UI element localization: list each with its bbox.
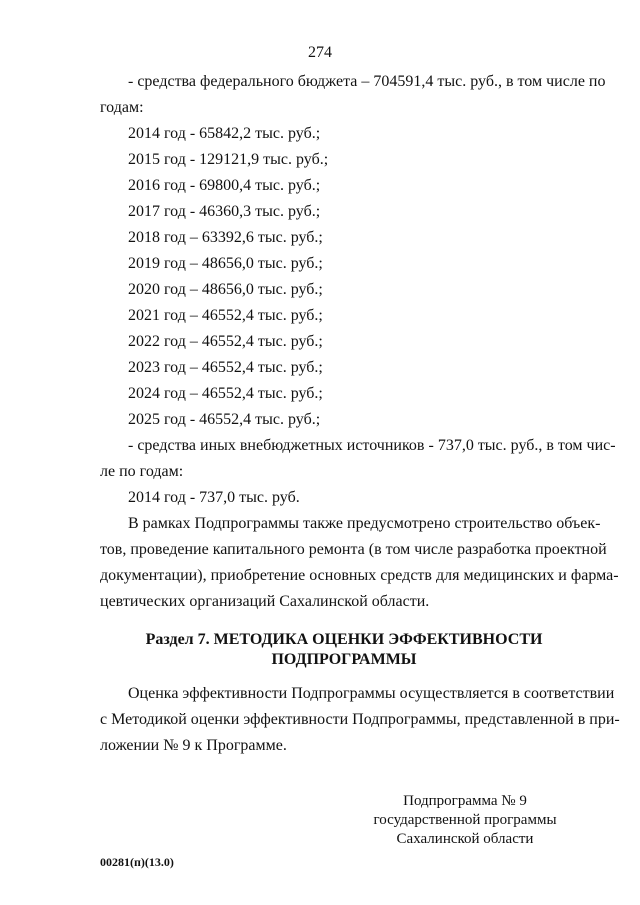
- construction-line-2: тов, проведение капитального ремонта (в том числе разработка проектной: [100, 541, 607, 558]
- federal-budget-line-1: - средства федерального бюджета – 704591,4 тыс. руб., в том числе по: [128, 73, 606, 90]
- construction-line-1: В рамках Подпрограммы также предусмотрено строительство объек-: [128, 515, 601, 532]
- other-year-2014: 2014 год - 737,0 тыс. руб.: [128, 489, 300, 506]
- page-number: 274: [308, 44, 332, 61]
- federal-year-2017: 2017 год - 46360,3 тыс. руб.;: [128, 203, 321, 220]
- document-code: 00281(п)(13.0): [100, 855, 174, 869]
- federal-year-2016: 2016 год - 69800,4 тыс. руб.;: [128, 177, 321, 194]
- federal-year-2015: 2015 год - 129121,9 тыс. руб.;: [128, 151, 329, 168]
- section-heading-line-1: Раздел 7. МЕТОДИКА ОЦЕНКИ ЭФФЕКТИВНОСТИ: [145, 631, 543, 648]
- other-sources-line-1: - средства иных внебюджетных источников - 737,0 тыс. руб., в том чис-: [128, 437, 616, 454]
- federal-year-2022: 2022 год – 46552,4 тыс. руб.;: [128, 333, 323, 350]
- federal-year-2025: 2025 год - 46552,4 тыс. руб.;: [128, 411, 321, 428]
- federal-year-2020: 2020 год – 48656,0 тыс. руб.;: [128, 281, 323, 298]
- assessment-line-2: с Методикой оценки эффективности Подпрограммы, представленной в при-: [100, 711, 620, 728]
- assessment-line-1: Оценка эффективности Подпрограммы осуществляется в соответствии: [128, 685, 615, 702]
- federal-year-2024: 2024 год – 46552,4 тыс. руб.;: [128, 385, 323, 402]
- assessment-line-3: ложении № 9 к Программе.: [100, 737, 287, 754]
- construction-line-4: цевтических организаций Сахалинской области.: [100, 593, 430, 610]
- signature-line-2: государственной программы: [373, 812, 557, 828]
- other-sources-line-2: ле по годам:: [100, 463, 184, 480]
- signature-line-1: Подпрограмма № 9: [403, 793, 527, 809]
- federal-budget-line-2: годам:: [100, 99, 144, 116]
- federal-year-2021: 2021 год – 46552,4 тыс. руб.;: [128, 307, 323, 324]
- federal-year-2019: 2019 год – 48656,0 тыс. руб.;: [128, 255, 323, 272]
- section-heading-line-2: ПОДПРОГРАММЫ: [271, 651, 417, 668]
- federal-year-2018: 2018 год – 63392,6 тыс. руб.;: [128, 229, 323, 246]
- federal-year-2023: 2023 год – 46552,4 тыс. руб.;: [128, 359, 323, 376]
- federal-year-2014: 2014 год - 65842,2 тыс. руб.;: [128, 125, 321, 142]
- construction-line-3: документации), приобретение основных средств для медицинских и фарма-: [100, 567, 619, 584]
- signature-line-3: Сахалинской области: [396, 831, 534, 847]
